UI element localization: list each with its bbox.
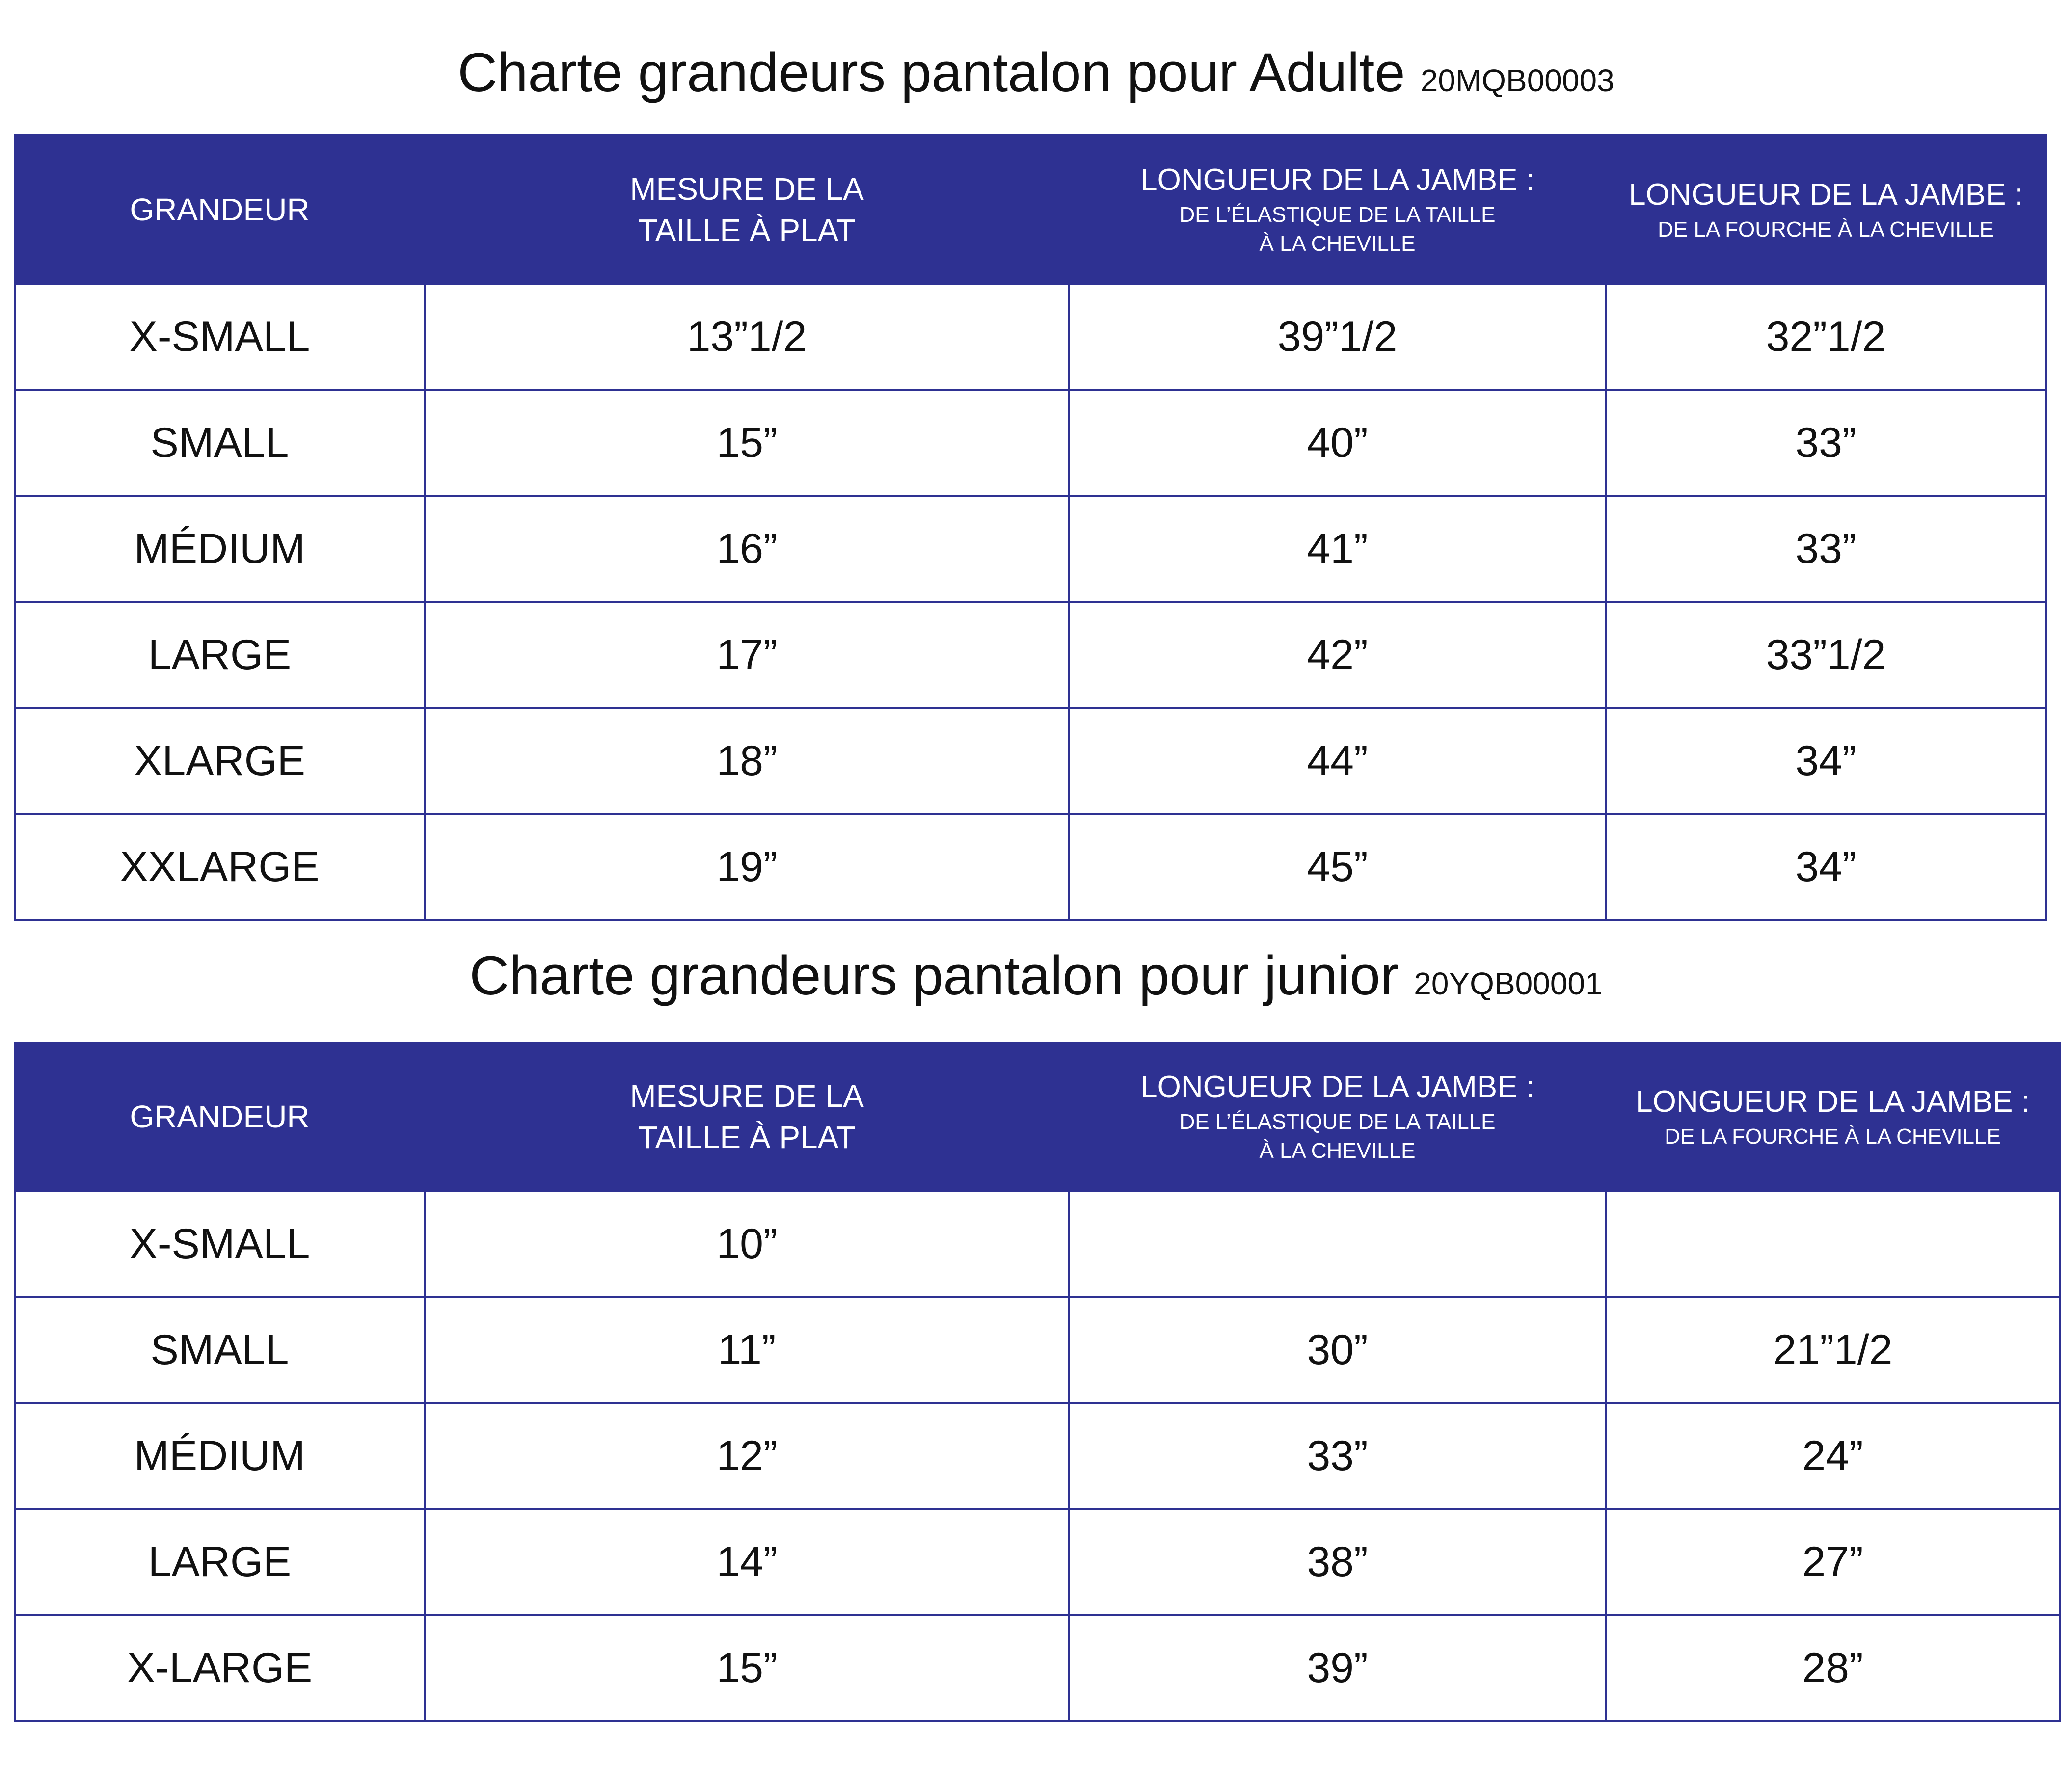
cell-leg-crotch: 33” xyxy=(1606,390,2046,496)
header-leg-elastic: LONGUEUR DE LA JAMBE : DE L’ÉLASTIQUE DE LA TAILLE À LA CHEVILLE xyxy=(1069,135,1606,284)
cell-leg-elastic: 41” xyxy=(1069,496,1606,602)
cell-size: SMALL xyxy=(15,1297,425,1403)
adult-product-code: 20MQB00003 xyxy=(1420,63,1615,98)
cell-leg-elastic: 39” xyxy=(1069,1615,1606,1721)
table-row xyxy=(15,814,2046,920)
table-header-row xyxy=(15,1043,2060,1191)
cell-waist: 16” xyxy=(425,496,1069,602)
cell-leg-crotch: 27” xyxy=(1606,1509,2060,1615)
cell-waist: 15” xyxy=(425,1615,1069,1721)
cell-size: MÉDIUM xyxy=(15,1403,425,1509)
table-row xyxy=(15,1297,2060,1403)
cell-leg-crotch: 33” xyxy=(1606,496,2046,602)
adult-size-table xyxy=(14,134,2047,921)
cell-size: XLARGE xyxy=(15,708,425,814)
cell-leg-elastic xyxy=(1069,1191,1606,1297)
junior-title-text: Charte grandeurs pantalon pour junior xyxy=(469,945,1399,1006)
table-row xyxy=(15,1615,2060,1721)
table-header-row xyxy=(15,135,2046,284)
cell-waist: 12” xyxy=(425,1403,1069,1509)
cell-leg-crotch: 28” xyxy=(1606,1615,2060,1721)
table-row xyxy=(15,1509,2060,1615)
cell-size: X-SMALL xyxy=(15,284,425,390)
cell-leg-elastic: 44” xyxy=(1069,708,1606,814)
adult-title-text: Charte grandeurs pantalon pour Adulte xyxy=(457,42,1405,103)
header-waist: MESURE DE LA TAILLE À PLAT xyxy=(425,1043,1069,1191)
cell-size: XXLARGE xyxy=(15,814,425,920)
header-size: GRANDEUR xyxy=(15,135,425,284)
table-row xyxy=(15,496,2046,602)
cell-size: LARGE xyxy=(15,1509,425,1615)
table-row xyxy=(15,284,2046,390)
cell-size: X-SMALL xyxy=(15,1191,425,1297)
table-row xyxy=(15,708,2046,814)
cell-waist: 17” xyxy=(425,602,1069,708)
cell-waist: 10” xyxy=(425,1191,1069,1297)
table-row xyxy=(15,390,2046,496)
cell-waist: 15” xyxy=(425,390,1069,496)
junior-chart-title xyxy=(0,945,2072,1006)
table-row xyxy=(15,1191,2060,1297)
table-row xyxy=(15,602,2046,708)
cell-leg-crotch: 32”1/2 xyxy=(1606,284,2046,390)
cell-waist: 19” xyxy=(425,814,1069,920)
cell-size: MÉDIUM xyxy=(15,496,425,602)
header-leg-crotch: LONGUEUR DE LA JAMBE : DE LA FOURCHE À LA CHEVILLE xyxy=(1606,135,2046,284)
cell-size: LARGE xyxy=(15,602,425,708)
cell-leg-crotch: 21”1/2 xyxy=(1606,1297,2060,1403)
cell-leg-crotch: 33”1/2 xyxy=(1606,602,2046,708)
cell-leg-crotch: 34” xyxy=(1606,814,2046,920)
header-size: GRANDEUR xyxy=(15,1043,425,1191)
header-leg-crotch: LONGUEUR DE LA JAMBE : DE LA FOURCHE À LA CHEVILLE xyxy=(1606,1043,2060,1191)
cell-waist: 13”1/2 xyxy=(425,284,1069,390)
cell-leg-crotch: 24” xyxy=(1606,1403,2060,1509)
cell-leg-elastic: 33” xyxy=(1069,1403,1606,1509)
junior-size-table xyxy=(14,1042,2061,1722)
table-row xyxy=(15,1403,2060,1509)
cell-leg-crotch xyxy=(1606,1191,2060,1297)
header-waist: MESURE DE LA TAILLE À PLAT xyxy=(425,135,1069,284)
header-leg-elastic: LONGUEUR DE LA JAMBE : DE L’ÉLASTIQUE DE LA TAILLE À LA CHEVILLE xyxy=(1069,1043,1606,1191)
adult-chart-title xyxy=(0,42,2072,103)
cell-waist: 11” xyxy=(425,1297,1069,1403)
cell-leg-elastic: 40” xyxy=(1069,390,1606,496)
cell-size: X-LARGE xyxy=(15,1615,425,1721)
cell-leg-elastic: 45” xyxy=(1069,814,1606,920)
cell-leg-crotch: 34” xyxy=(1606,708,2046,814)
cell-waist: 18” xyxy=(425,708,1069,814)
cell-leg-elastic: 39”1/2 xyxy=(1069,284,1606,390)
cell-leg-elastic: 30” xyxy=(1069,1297,1606,1403)
cell-waist: 14” xyxy=(425,1509,1069,1615)
cell-size: SMALL xyxy=(15,390,425,496)
cell-leg-elastic: 42” xyxy=(1069,602,1606,708)
cell-leg-elastic: 38” xyxy=(1069,1509,1606,1615)
junior-product-code: 20YQB00001 xyxy=(1414,966,1603,1001)
